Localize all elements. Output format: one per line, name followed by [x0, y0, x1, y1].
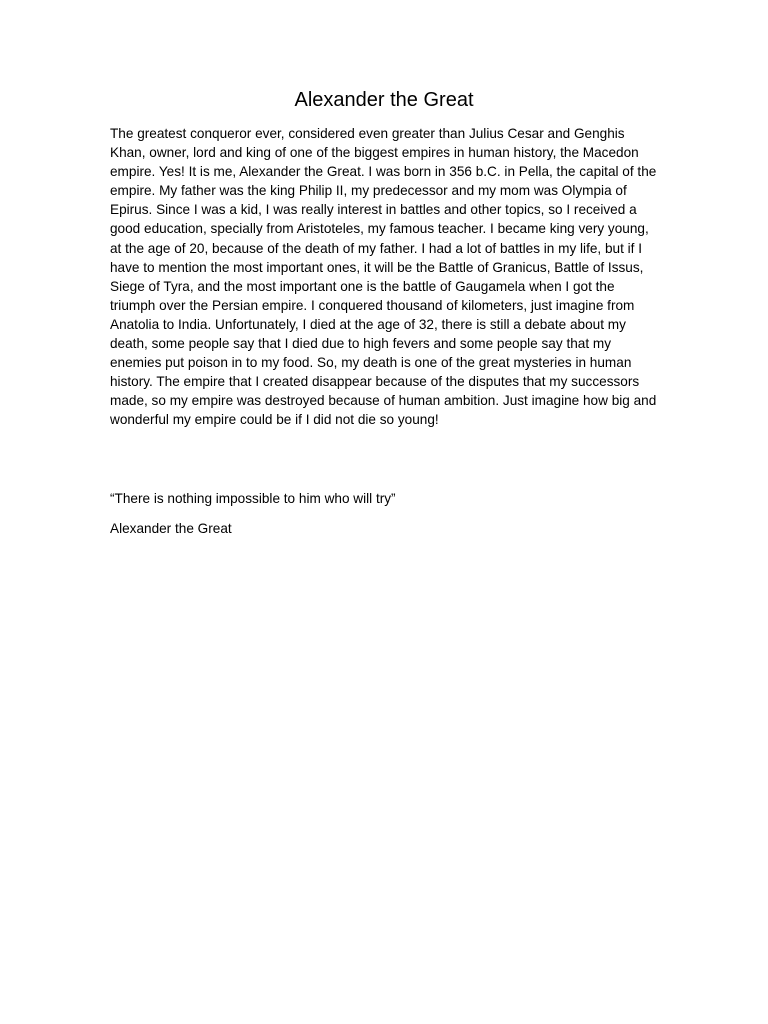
quote-text: “There is nothing impossible to him who will try” — [110, 491, 396, 506]
document-title: Alexander the Great — [294, 89, 474, 111]
quote-attribution: Alexander the Great — [110, 521, 232, 536]
body-paragraph: The greatest conqueror ever, considered even greater than Julius Cesar and Genghis Khan, owner, lord and king of one of the biggest empires in human history, the Macedon empire. Yes! It is me, Alexander the Great. I was born in 356 b.C. in Pella, the capital of the empire. My father was the king Philip II, my predecessor and my mom was Olympia of Epirus. Since I was a kid, I was really interest in battles and other topics, so I received a good education, specially from Aristoteles, my famous teacher. I became king very young, at the age of 20, because of the death of my father. I had a lot of battles in my life, but if I have to mention the most important ones, it will be the Battle of Granicus, Battle of Issus, Siege of Tyra, and the most important one is the battle of Gaugamela when I got the triumph over the Persian empire. I conquered thousand of kilometers, just imagine from Anatolia to India. Unfortunately, I died at the age of 32, there is still a debate about my death, some people say that I died due to high fevers and some people say that my enemies put poison in to my food. So, my death is one of the great mysteries in human history. The empire that I created disappear because of the disputes that my successors made, so my empire was destroyed because of human ambition. Just imagine how big and wonderful my empire could be if I did not die so young! — [110, 126, 657, 428]
